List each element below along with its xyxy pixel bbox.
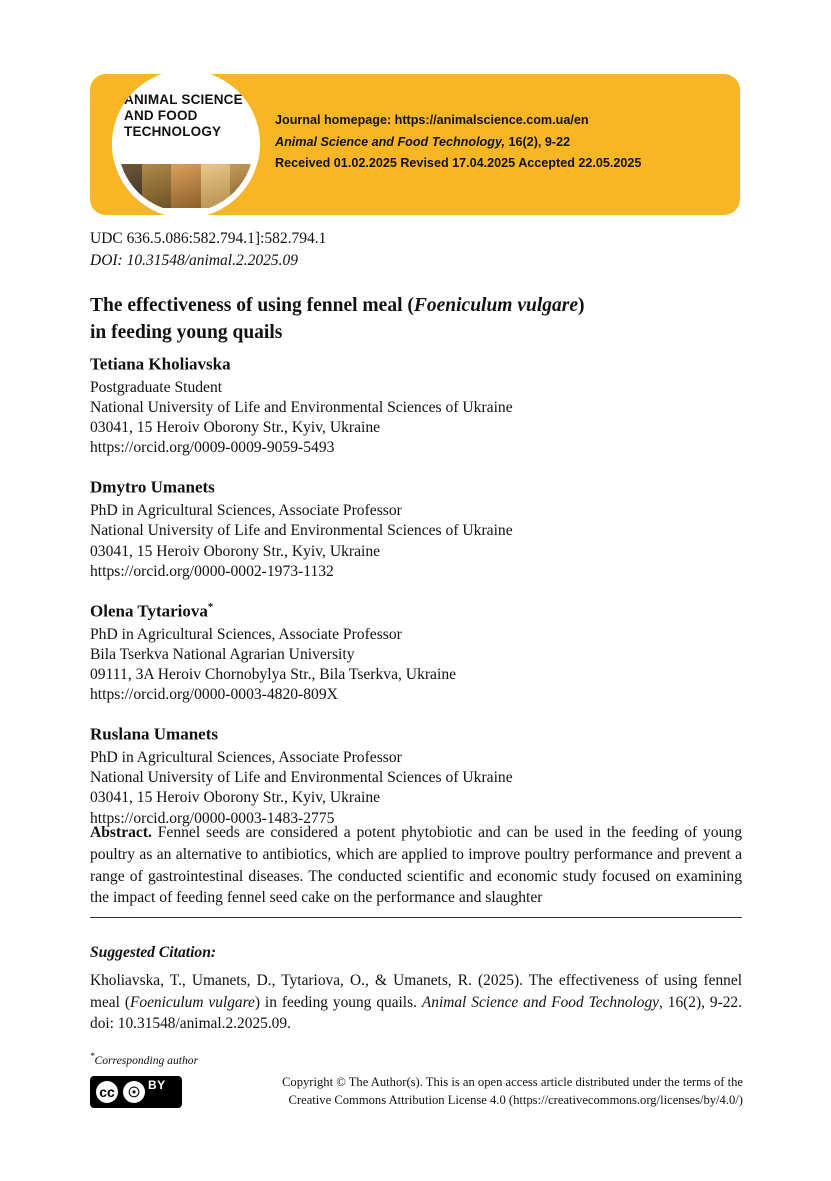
author-affiliation-line: PhD in Agricultural Sciences, Associate Professor [90, 625, 402, 643]
doi-code[interactable]: DOI: 10.31548/animal.2.2025.09 [90, 252, 298, 269]
citation-part-3: , 16(2), 9-22. doi: 10.31548/animal.2.2025.09. [90, 993, 742, 1032]
author-block [90, 348, 742, 458]
citation-part-1: Kholiavska, T., Umanets, D., Tytariova, O., & Umanets, R. (2025). The effectiveness of using fennel meal ( [90, 972, 742, 1011]
author-name-text: Ruslana Umanets [90, 725, 218, 745]
author-block [90, 595, 742, 705]
footnote-mark: * [90, 1051, 95, 1061]
journal-dates: Received 01.02.2025 Revised 17.04.2025 Accepted 22.05.2025 [275, 156, 642, 170]
citation-species: Foeniculum vulgare [129, 993, 255, 1011]
journal-homepage[interactable]: Journal homepage: https://animalscience.com.ua/en [275, 113, 589, 127]
author-name-text: Tetiana Kholiavska [90, 354, 231, 374]
author-list [90, 348, 742, 842]
logo-title: ANIMAL SCIENCE AND FOOD TECHNOLOGY [124, 92, 243, 139]
author-block [90, 718, 742, 828]
author-name [90, 348, 742, 377]
author-footnote-mark: * [207, 600, 214, 613]
citation-part-2: ) in feeding young quails. [254, 993, 422, 1011]
journal-info [275, 110, 725, 175]
page-title [90, 292, 742, 346]
author-affiliation-line: National University of Life and Environmental Sciences of Ukraine [90, 398, 513, 416]
suggested-citation-label: Suggested Citation: [90, 944, 217, 961]
author-affiliation-line: Bila Tserkva National Agrarian University [90, 645, 355, 663]
title-part-2: ) [578, 295, 585, 316]
author-affiliation-line: PhD in Agricultural Sciences, Associate Professor [90, 749, 402, 767]
by-person-icon: ☉ [123, 1081, 145, 1103]
author-affiliation-line: National University of Life and Environmental Sciences of Ukraine [90, 522, 513, 540]
author-name-text: Olena Tytariova [90, 601, 208, 621]
author-affiliation-line: National University of Life and Environmental Sciences of Ukraine [90, 769, 513, 787]
title-species: Foeniculum vulgare [413, 295, 579, 316]
title-line-2: in feeding young quails [90, 322, 283, 343]
horizontal-divider [90, 917, 742, 918]
author-name-text: Dmytro Umanets [90, 478, 215, 498]
udc-code: UDC 636.5.086:582.794.1]:582.794.1 [90, 230, 327, 247]
journal-issue: 16(2), 9-22 [504, 134, 571, 149]
copyright-line-2[interactable]: Creative Commons Attribution License 4.0 (https://creativecommons.org/licenses/by/4.0/) [288, 1092, 743, 1107]
author-orcid-link[interactable]: https://orcid.org/0000-0003-4820-809X [90, 686, 338, 704]
author-affiliation-line: 03041, 15 Heroiv Oborony Str., Kyiv, Ukraine [90, 542, 381, 560]
creative-commons-icon[interactable] [90, 1076, 182, 1108]
author-orcid-link[interactable]: https://orcid.org/0000-0003-1483-2775 [90, 809, 335, 827]
author-orcid-link[interactable]: https://orcid.org/0000-0002-1973-1132 [90, 562, 334, 580]
abstract-label: Abstract. [90, 824, 152, 841]
citation-journal-name: Animal Science and Food Technology [421, 993, 660, 1011]
copyright-line-1: Copyright © The Author(s). This is an open access article distributed under the terms of the [282, 1075, 743, 1089]
corresponding-author-text: Corresponding author [94, 1053, 199, 1067]
author-name [90, 718, 742, 747]
author-orcid-link[interactable]: https://orcid.org/0009-0009-9059-5493 [90, 439, 335, 457]
author-affiliation-line: Postgraduate Student [90, 378, 223, 396]
author-affiliation-line: 03041, 15 Heroiv Oborony Str., Kyiv, Ukraine [90, 419, 381, 437]
cc-circle-icon: cc [96, 1081, 118, 1103]
author-affiliation-line: PhD in Agricultural Sciences, Associate Professor [90, 502, 402, 520]
journal-name: Animal Science and Food Technology, [275, 134, 505, 149]
title-part-1: The effectiveness of using fennel meal ( [90, 295, 414, 316]
suggested-citation-text [90, 970, 742, 1035]
corresponding-author-note [90, 1048, 198, 1069]
author-name [90, 471, 742, 500]
author-block [90, 471, 742, 581]
copyright-notice [233, 1074, 743, 1109]
author-affiliation-line: 09111, 3A Heroiv Chornobylya Str., Bila Tserkva, Ukraine [90, 666, 457, 683]
author-name [90, 595, 742, 624]
journal-header-banner [90, 74, 740, 215]
abstract-text: Fennel seeds are considered a potent phytobiotic and can be used in the feeding of young poultry as an alternative to antibiotics, which are applied to improve poultry performance and prevent a range of gastrointestinal diseases. The conducted scientific and economic study focused on examining the impact of feeding fennel seed cake on the performance and slaughter [90, 824, 742, 907]
author-affiliation-line: 03041, 15 Heroiv Oborony Str., Kyiv, Ukraine [90, 789, 381, 807]
cc-badge-label: BY [148, 1078, 166, 1092]
journal-logo [112, 70, 260, 218]
abstract [90, 822, 742, 909]
